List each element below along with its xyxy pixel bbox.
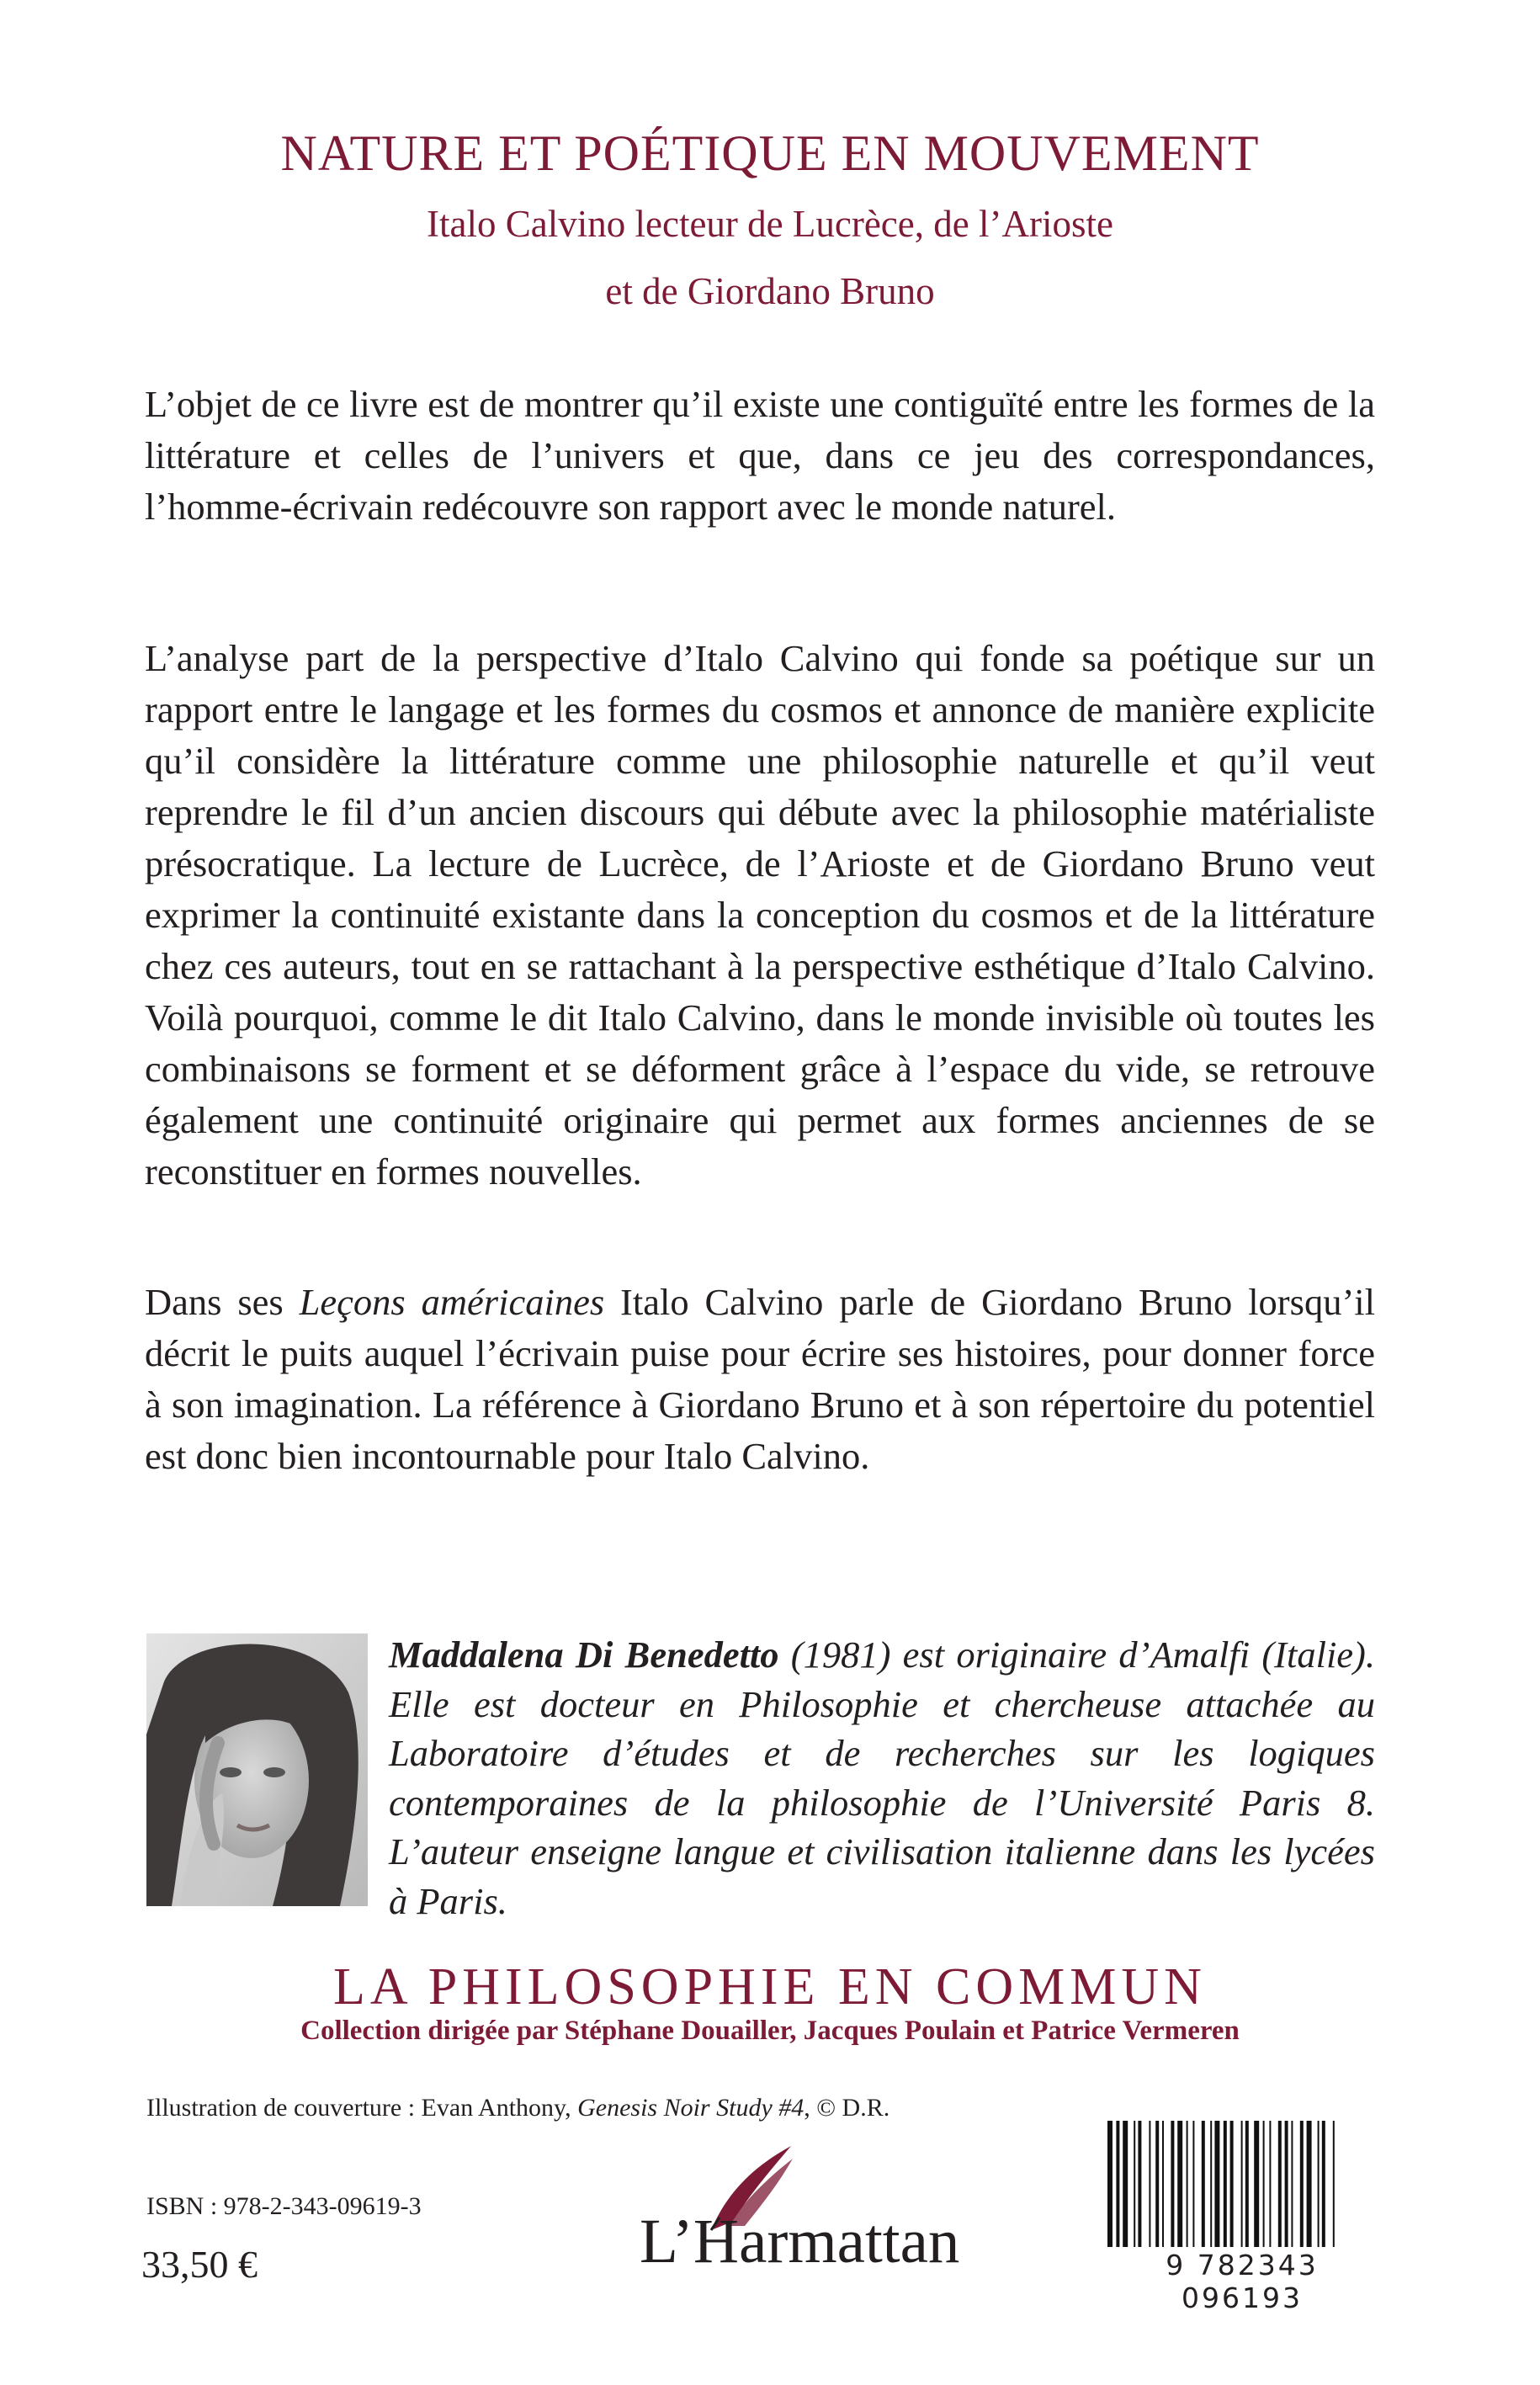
author-name: Maddalena Di Benedetto — [389, 1633, 779, 1676]
publisher-logo — [640, 2142, 960, 2293]
barcode-bar — [1134, 2121, 1135, 2247]
credit-suffix: , © D.R. — [804, 2094, 890, 2122]
publisher-name: L’Harmattan — [640, 2207, 960, 2276]
barcode-bar — [1162, 2121, 1164, 2247]
barcode-bar — [1278, 2121, 1282, 2247]
book-subtitle-line-1: Italo Calvino lecteur de Lucrèce, de l’Arioste — [427, 203, 1113, 245]
book-title: NATURE ET POÉTIQUE EN MOUVEMENT — [280, 125, 1260, 181]
blurb-paragraph-2: L’analyse part de la perspective d’Italo Calvino qui fonde sa poétique sur un rapport entre le langage et les formes du cosmos et annonce de manière explicite qu’il considère la littérature comme une philosophie naturelle et qu’il veut reprendre le fil d’un ancien discours qui débute avec la philosophie matérialiste présocratique. La lecture de Lucrèce, de l’Arioste et de Giordano Bruno veut exprimer la continuité existante dans la conception du cosmos et de la littérature chez ces auteurs, tout en se rattachant à la perspective esthétique d’Italo Calvino. Voilà pourquoi, comme le dit Italo Calvino, dans le monde invisible où toutes les combinaisons se forment et se déforment grâce à l’espace du vide, se retrouve également une continuité originaire qui permet aux formes anciennes de se reconstituer en formes nouvelles. — [145, 637, 1375, 1192]
collection-name: LA PHILOSOPHIE EN COMMUN — [333, 1958, 1207, 2016]
barcode-bar — [1241, 2121, 1243, 2247]
isbn: ISBN : 978-2-343-09619-3 — [146, 2192, 422, 2220]
price: 33,50 € — [141, 2243, 258, 2286]
barcode-bar — [1263, 2121, 1265, 2247]
barcode-bar — [1214, 2121, 1219, 2247]
author-bio-text: (1981) est originaire d’Amalfi (Italie). Elle est docteur en Philosophie et chercheuse attachée au Laboratoire d’études et de recherches sur les logiques contemporaines de la philosophie de l’Université Paris 8. L’auteur enseigne langue et civilisation italienne dans les lycées à Paris. — [389, 1633, 1375, 1922]
barcode-bar — [1254, 2121, 1259, 2247]
barcode-bar — [1171, 2121, 1174, 2247]
barcode-bar — [1322, 2121, 1325, 2247]
barcode-bar — [1224, 2121, 1227, 2247]
barcode-bar — [1107, 2121, 1113, 2247]
author-photo — [146, 1633, 368, 1906]
barcode-bar — [1318, 2121, 1320, 2247]
barcode-bar — [1123, 2121, 1128, 2247]
barcode-bar — [1285, 2121, 1288, 2247]
paragraph-3-body: Italo Calvino parle de Giordano Bruno lorsqu’il décrit le puits auquel l’écrivain puise pour écrire ses histoires, pour donner force à son imagination. La référence à Giordano Bruno et à son répertoire du potentiel est donc bien incontournable pour Italo Calvino. — [145, 1281, 1375, 1477]
barcode-bar — [1300, 2121, 1304, 2247]
barcode-bar — [1291, 2121, 1293, 2247]
barcode-bar — [1230, 2121, 1234, 2247]
barcode-digits: 9 782343 096193 — [1102, 2249, 1382, 2314]
collection-directors: Collection dirigée par Stéphane Douailler, Jacques Poulain et Patrice Vermeren — [300, 2016, 1240, 2046]
credit-artwork-title: Genesis Noir Study #4 — [577, 2094, 805, 2122]
paragraph-3-intro: Dans ses — [145, 1281, 300, 1323]
barcode-bar — [1333, 2121, 1335, 2247]
book-subtitle-line-2: et de Giordano Bruno — [605, 270, 935, 312]
barcode-bar — [1187, 2121, 1188, 2247]
barcode-bar — [1155, 2121, 1159, 2247]
barcode-bar — [1177, 2121, 1182, 2247]
barcode-bar — [1149, 2121, 1150, 2247]
credit-prefix: Illustration de couverture : Evan Anthony, — [146, 2094, 578, 2122]
barcode-bar — [1192, 2121, 1194, 2247]
barcode-bar — [1138, 2121, 1141, 2247]
barcode-bar — [1116, 2121, 1119, 2247]
barcode-bar — [1202, 2121, 1205, 2247]
blurb-paragraph-3 — [145, 1277, 1375, 1482]
barcode-bar — [1245, 2121, 1249, 2247]
book-reference-title: Leçons américaines — [299, 1281, 605, 1323]
barcode-bar — [1269, 2121, 1271, 2247]
blurb-paragraph-1: L’objet de ce livre est de montrer qu’il existe une contiguïté entre les formes de la littérature et celles de l’univers et que, dans ce jeu des correspondances, l’homme-écrivain redécouvre son rapport avec le monde naturel. — [145, 383, 1375, 528]
cover-illustration-credit — [146, 2094, 889, 2122]
author-portrait-image — [146, 1633, 368, 1906]
barcode-bar — [1307, 2121, 1312, 2247]
barcode-bar — [1210, 2121, 1212, 2247]
author-bio — [389, 1630, 1375, 1926]
